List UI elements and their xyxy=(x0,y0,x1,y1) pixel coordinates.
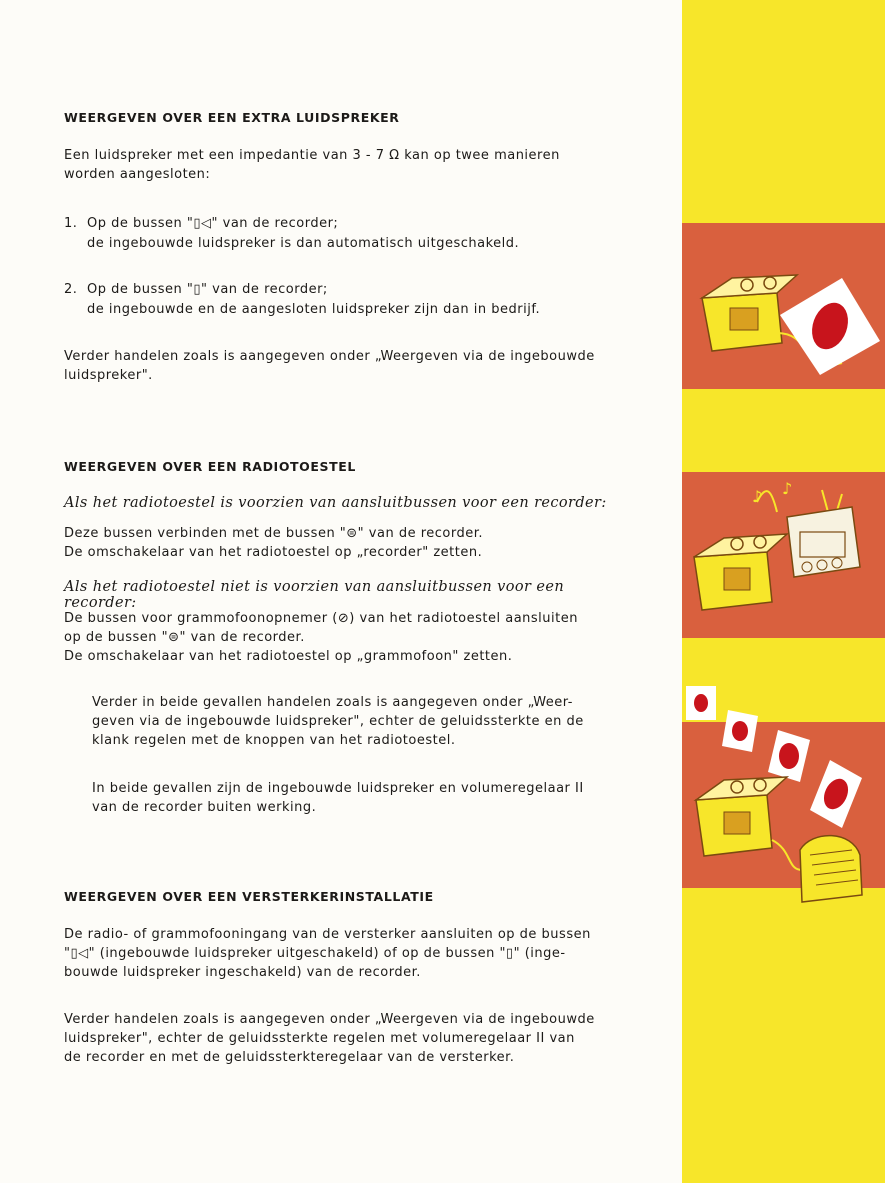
list-item-1-line-1: Op de bussen "▯◁" van de recorder; xyxy=(87,216,339,231)
amplifier-paragraph-1 xyxy=(64,925,620,982)
outro-line-1: Verder handelen zoals is aangegeven onder „Weergeven via de ingebouwde xyxy=(64,349,595,364)
list-number: 1. xyxy=(64,216,78,231)
recorder-amplifier-illustration xyxy=(682,680,885,920)
subheading-with-sockets: Als het radiotoestel is voorzien van aansluitbussen voor een recorder: xyxy=(64,495,607,511)
amplifier-p2-line-3: de recorder en met de geluidssterkteregelaar van de versterker. xyxy=(64,1050,515,1065)
without-sockets-paragraph xyxy=(64,609,620,666)
with-sockets-paragraph xyxy=(64,524,620,562)
with-sockets-line-1: Deze bussen verbinden met de bussen "⊜" van de recorder. xyxy=(64,526,484,541)
recorder-speaker-illustration xyxy=(682,223,885,389)
section1-outro xyxy=(64,347,620,385)
note1-line-2: geven via de ingebouwde luidspreker", echter de geluidssterkte en de xyxy=(92,714,584,729)
intro-line-1: Een luidspreker met een impedantie van 3 - 7 Ω kan op twee manieren xyxy=(64,148,560,163)
subheading-without-sockets: Als het radiotoestel niet is voorzien van aansluitbussen voor een recorder: xyxy=(64,579,565,611)
list-item-2 xyxy=(64,280,620,320)
svg-text:♪: ♪ xyxy=(782,479,793,498)
amplifier-p1-line-2: "▯◁" (ingebouwde luidspreker uitgeschakeld) of op de bussen "▯" (inge- xyxy=(64,946,566,961)
with-sockets-line-2: De omschakelaar van het radiotoestel op „recorder" zetten. xyxy=(64,545,483,560)
note-paragraph-1 xyxy=(92,693,620,750)
amplifier-p2-line-2: luidspreker", echter de geluidssterkte regelen met volumeregelaar II van xyxy=(64,1031,575,1046)
note2-line-1: In beide gevallen zijn de ingebouwde luidspreker en volumeregelaar II xyxy=(92,781,584,796)
amplifier-p2-line-1: Verder handelen zoals is aangegeven onder „Weergeven via de ingebouwde xyxy=(64,1012,595,1027)
section-heading-amplifier: WEERGEVEN OVER EEN VERSTERKERINSTALLATIE xyxy=(64,889,434,904)
note1-line-1: Verder in beide gevallen handelen zoals is aangegeven onder „Weer- xyxy=(92,695,573,710)
list-item-1 xyxy=(64,214,620,254)
recorder-radio-illustration xyxy=(682,472,885,638)
svg-text:♪: ♪ xyxy=(752,487,763,506)
list-item-2-line-1: Op de bussen "▯" van de recorder; xyxy=(87,282,328,297)
amplifier-p1-line-3: bouwde luidspreker ingeschakeld) van de recorder. xyxy=(64,965,421,980)
list-number: 2. xyxy=(64,282,78,297)
intro-paragraph xyxy=(64,146,620,184)
without-sockets-line-3: De omschakelaar van het radiotoestel op „grammofoon" zetten. xyxy=(64,649,513,664)
amplifier-paragraph-2 xyxy=(64,1010,620,1067)
list-item-1-line-2: de ingebouwde luidspreker is dan automatisch uitgeschakeld. xyxy=(87,236,520,251)
without-sockets-line-2: op de bussen "⊜" van de recorder. xyxy=(64,630,305,645)
intro-line-2: worden aangesloten: xyxy=(64,167,211,182)
amplifier-p1-line-1: De radio- of grammofooningang van de versterker aansluiten op de bussen xyxy=(64,927,591,942)
section-heading-extra-speaker: WEERGEVEN OVER EEN EXTRA LUIDSPREKER xyxy=(64,110,400,125)
note2-line-2: van de recorder buiten werking. xyxy=(92,800,317,815)
list-item-2-line-2: de ingebouwde en de aangesloten luidspreker zijn dan in bedrijf. xyxy=(87,302,541,317)
without-sockets-line-1: De bussen voor grammofoonopnemer (⊘) van het radiotoestel aansluiten xyxy=(64,611,578,626)
note1-line-3: klank regelen met de knoppen van het radiotoestel. xyxy=(92,733,456,748)
note-paragraph-2 xyxy=(92,779,620,817)
section-heading-radio: WEERGEVEN OVER EEN RADIOTOESTEL xyxy=(64,459,356,474)
outro-line-2: luidspreker". xyxy=(64,368,153,383)
